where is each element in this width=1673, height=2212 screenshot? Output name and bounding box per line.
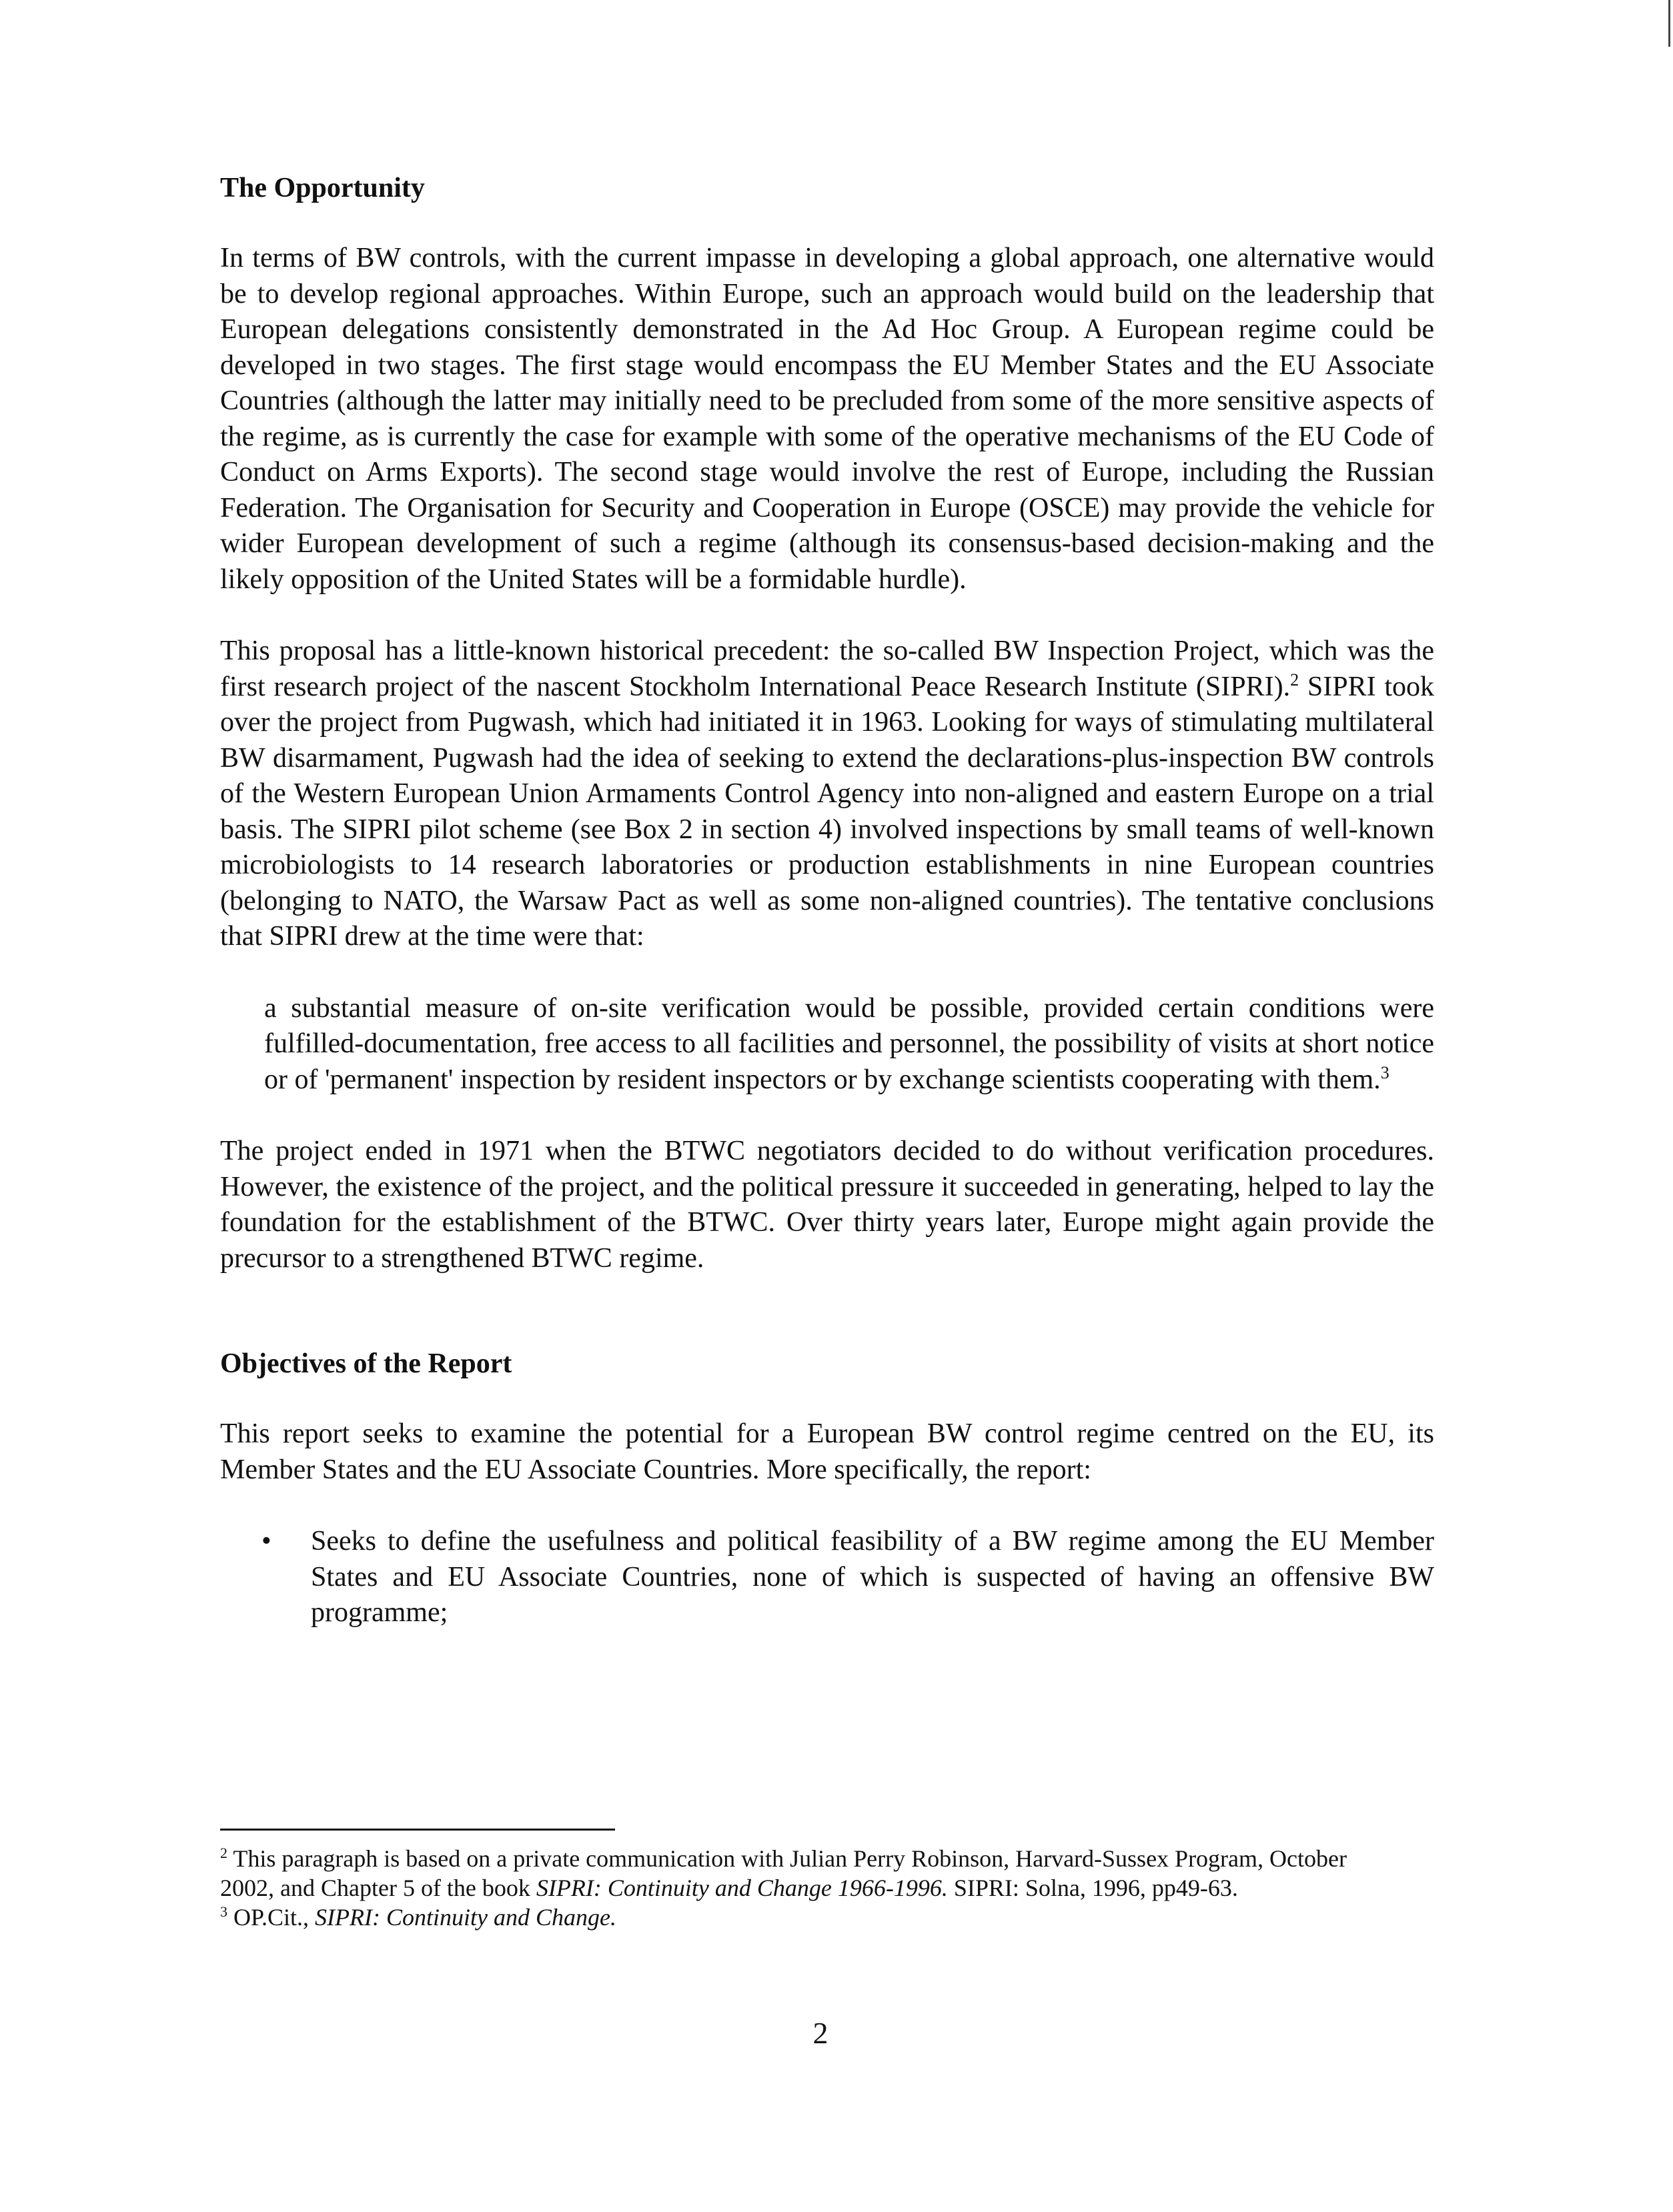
paragraph-historical-precedent: [220, 634, 1434, 955]
footnote-3-book-title: SIPRI: Continuity and Change.: [315, 1904, 616, 1931]
main-content: [220, 170, 1434, 1631]
paragraph-objectives-intro: This report seeks to examine the potential for a European BW control regime centred on the EU, its Member States and the EU Associate Countries. More specifically, the report:: [220, 1418, 1434, 1485]
footnote-3-text-a: OP.Cit.,: [227, 1904, 316, 1931]
footnote-2: [220, 1844, 1381, 1903]
footnote-2-text-b: SIPRI: Solna, 1996, pp49-63.: [947, 1875, 1238, 1901]
footnote-2-number: 2: [220, 1845, 227, 1861]
page-number: 2: [812, 2016, 828, 2050]
section-heading-objectives: Objectives of the Report: [220, 1348, 512, 1379]
bullet-list-item: [220, 1524, 1434, 1631]
footnote-2-text-a: This paragraph is based on a private communication with Julian Perry Robinson, Harvard-Sussex Program, October 2002, and Chapter 5 of the book: [220, 1845, 1347, 1901]
bullet-icon: •: [261, 1526, 271, 1556]
paragraph-historical-precedent-text-a: This proposal has a little-known historical precedent: the so-called BW Inspection Project, which was the first research project of the nascent Stockholm International Peace Research Institute (SIPRI).: [220, 636, 1434, 702]
footnote-ref-2: 2: [1290, 670, 1299, 690]
block-quote-sipri: [264, 991, 1434, 1098]
section-heading-opportunity: The Opportunity: [220, 173, 425, 203]
footnote-divider: [220, 1829, 615, 1831]
paragraph-historical-precedent-text-b: SIPRI took over the project from Pugwash, which had initiated it in 1963. Looking for ways of stimulating multilateral BW disarmament, Pugwash had the idea of seeking to extend the declarations-plus-inspection BW controls of the Western European Union Armaments Control Agency into non-aligned and eastern Europe on a trial basis. The SIPRI pilot scheme (see Box 2 in section 4) involved inspections by small teams of well-known microbiologists to 14 research laboratories or production establishments in nine European countries (belonging to NATO, the Warsaw Pact as well as some non-aligned countries). The tentative conclusions that SIPRI drew at the time were that:: [220, 671, 1435, 952]
footnote-3: [220, 1903, 1381, 1932]
paragraph-project-ended: The project ended in 1971 when the BTWC negotiators decided to do without verification procedures. However, the existence of the project, and the political pressure it succeeded in generating, helped to lay the foundation for the establishment of the BTWC. Over thirty years later, Europe might again provide the precursor to a strengthened BTWC regime.: [220, 1136, 1434, 1274]
footnotes: [220, 1844, 1381, 1932]
block-quote-text: a substantial measure of on-site verification would be possible, provided certain conditions were fulfilled-documentation, free access to all facilities and personnel, the possibility of visits at short notice or of 'permanent' inspection by resident inspectors or by exchange scientists cooperating with them.: [264, 992, 1434, 1095]
paragraph-regional-approach: In terms of BW controls, with the current impasse in developing a global approach, one alternative would be to develop regional approaches. Within Europe, such an approach would build on the leadership that European delegations consistently demonstrated in the Ad Hoc Group. A European regime could be developed in two stages. The first stage would encompass the EU Member States and the EU Associate Countries (although the latter may initially need to be precluded from some of the more sensitive aspects of the regime, as is currently the case for example with some of the operative mechanisms of the EU Code of Conduct on Arms Exports). The second stage would involve the rest of Europe, including the Russian Federation. The Organisation for Security and Cooperation in Europe (OSCE) may provide the vehicle for wider European development of such a regime (although its consensus-based decision-making and the likely opposition of the United States will be a formidable hurdle).: [220, 243, 1434, 595]
footnote-3-number: 3: [220, 1903, 227, 1920]
bullet-text: Seeks to define the usefulness and political feasibility of a BW regime among the EU Member States and EU Associate Countries, none of which is suspected of having an offensive BW programme;: [311, 1526, 1434, 1628]
footnote-ref-3: 3: [1380, 1062, 1389, 1082]
footnote-2-book-title: SIPRI: Continuity and Change 1966-1996.: [536, 1875, 948, 1901]
scan-edge-mark: [1668, 0, 1670, 47]
